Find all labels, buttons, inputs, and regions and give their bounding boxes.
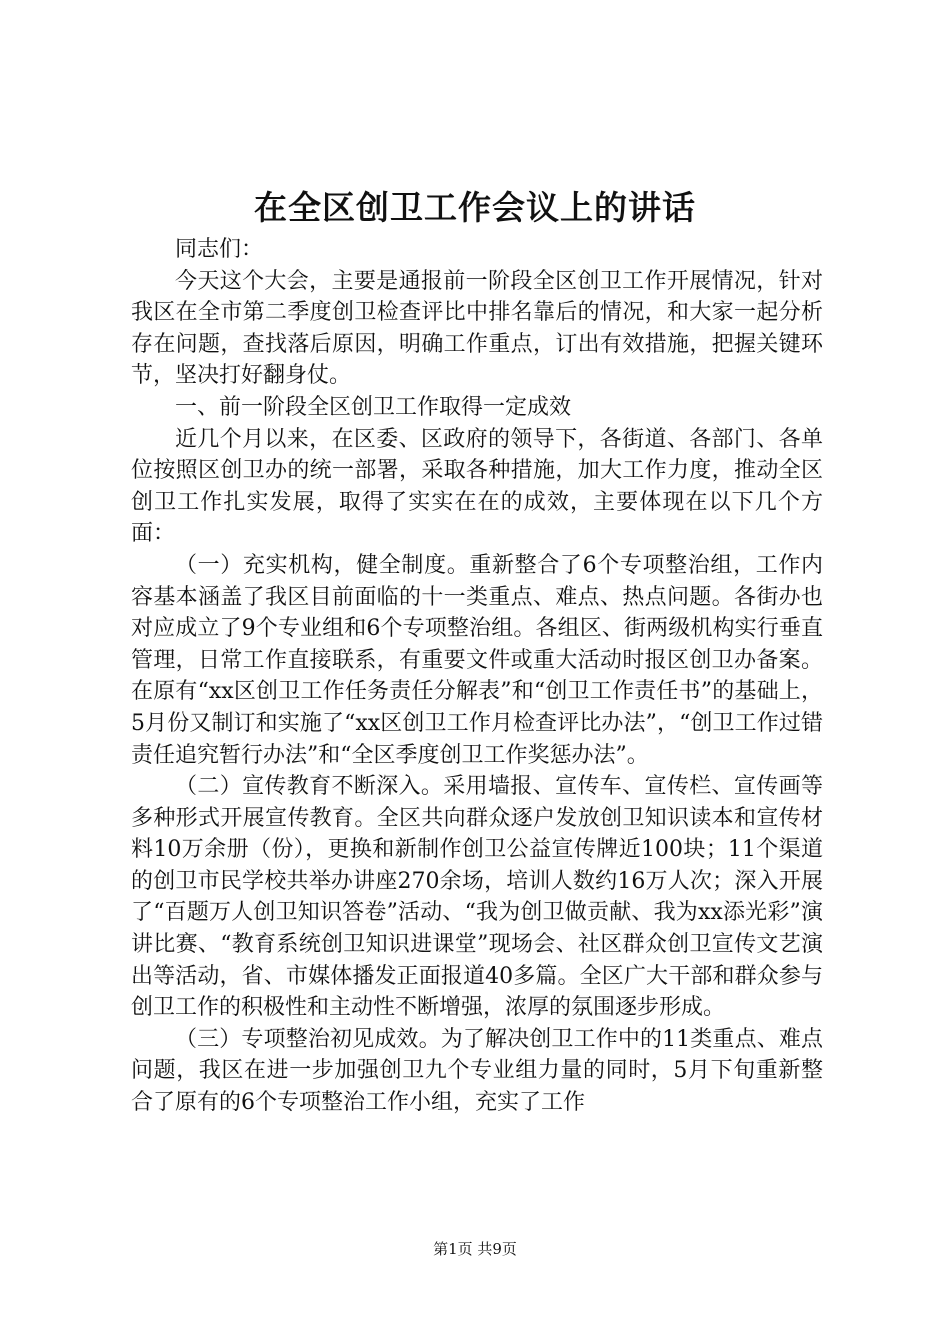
paragraph-item-2: （二）宣传教育不断深入。采用墙报、宣传车、宣传栏、宣传画等多种形式开展宣传教育。全区共向群众逐户发放创卫知识读本和宣传材料10万余册（份），更换和新制作创卫公益宣传牌近100块；11个渠道的创卫市民学校共举办讲座270余场，培训人数约16万人次；深入开展了“百题万人创卫知识答卷”活动、“我为创卫做贡献、我为xx添光彩”演讲比赛、“教育系统创卫知识进课堂”现场会、社区群众创卫宣传文艺演出等活动，省、市媒体播发正面报道40多篇。全区广大干部和群众参与创卫工作的积极性和主动性不断增强，浓厚的氛围逐步形成。 — [131, 774, 823, 1021]
paragraph-overview: 近几个月以来，在区委、区政府的领导下，各街道、各部门、各单位按照区创卫办的统一部署，采取各种措施，加大工作力度，推动全区创卫工作扎实发展，取得了实实在在的成效，主要体现在以下几个方面： — [131, 426, 823, 547]
paragraph-item-3: （三）专项整治初见成效。为了解决创卫工作中的11类重点、难点问题，我区在进一步加强创卫九个专业组力量的同时，5月下旬重新整合了原有的6个专项整治工作小组，充实了工作 — [131, 1026, 823, 1116]
document-body — [131, 234, 823, 1119]
page-number-footer: 第1页 共9页 — [433, 1240, 517, 1258]
paragraph-item-1: （一）充实机构，健全制度。重新整合了6个专项整治组，工作内容基本涵盖了我区目前面临的十一类重点、难点、热点问题。各街办也对应成立了9个专业组和6个专项整治组。各组区、街两级机构实行垂直管理，日常工作直接联系，有重要文件或重大活动时报区创卫办备案。在原有“xx区创卫工作任务责任分解表”和“创卫工作责任书”的基础上，5月份又制订和实施了“xx区创卫工作月检查评比办法”，“创卫工作过错责任追究暂行办法”和“全区季度创卫工作奖惩办法”。 — [131, 552, 823, 768]
salutation: 同志们： — [175, 237, 264, 262]
paragraph-intro: 今天这个大会，主要是通报前一阶段全区创卫工作开展情况，针对我区在全市第二季度创卫检查评比中排名靠后的情况，和大家一起分析存在问题，查找落后原因，明确工作重点，订出有效措施，把握关键环节，坚决打好翻身仗。 — [131, 268, 823, 389]
section-heading-1: 一、前一阶段全区创卫工作取得一定成效 — [175, 394, 572, 420]
document-title: 在全区创卫工作会议上的讲话 — [254, 188, 696, 227]
